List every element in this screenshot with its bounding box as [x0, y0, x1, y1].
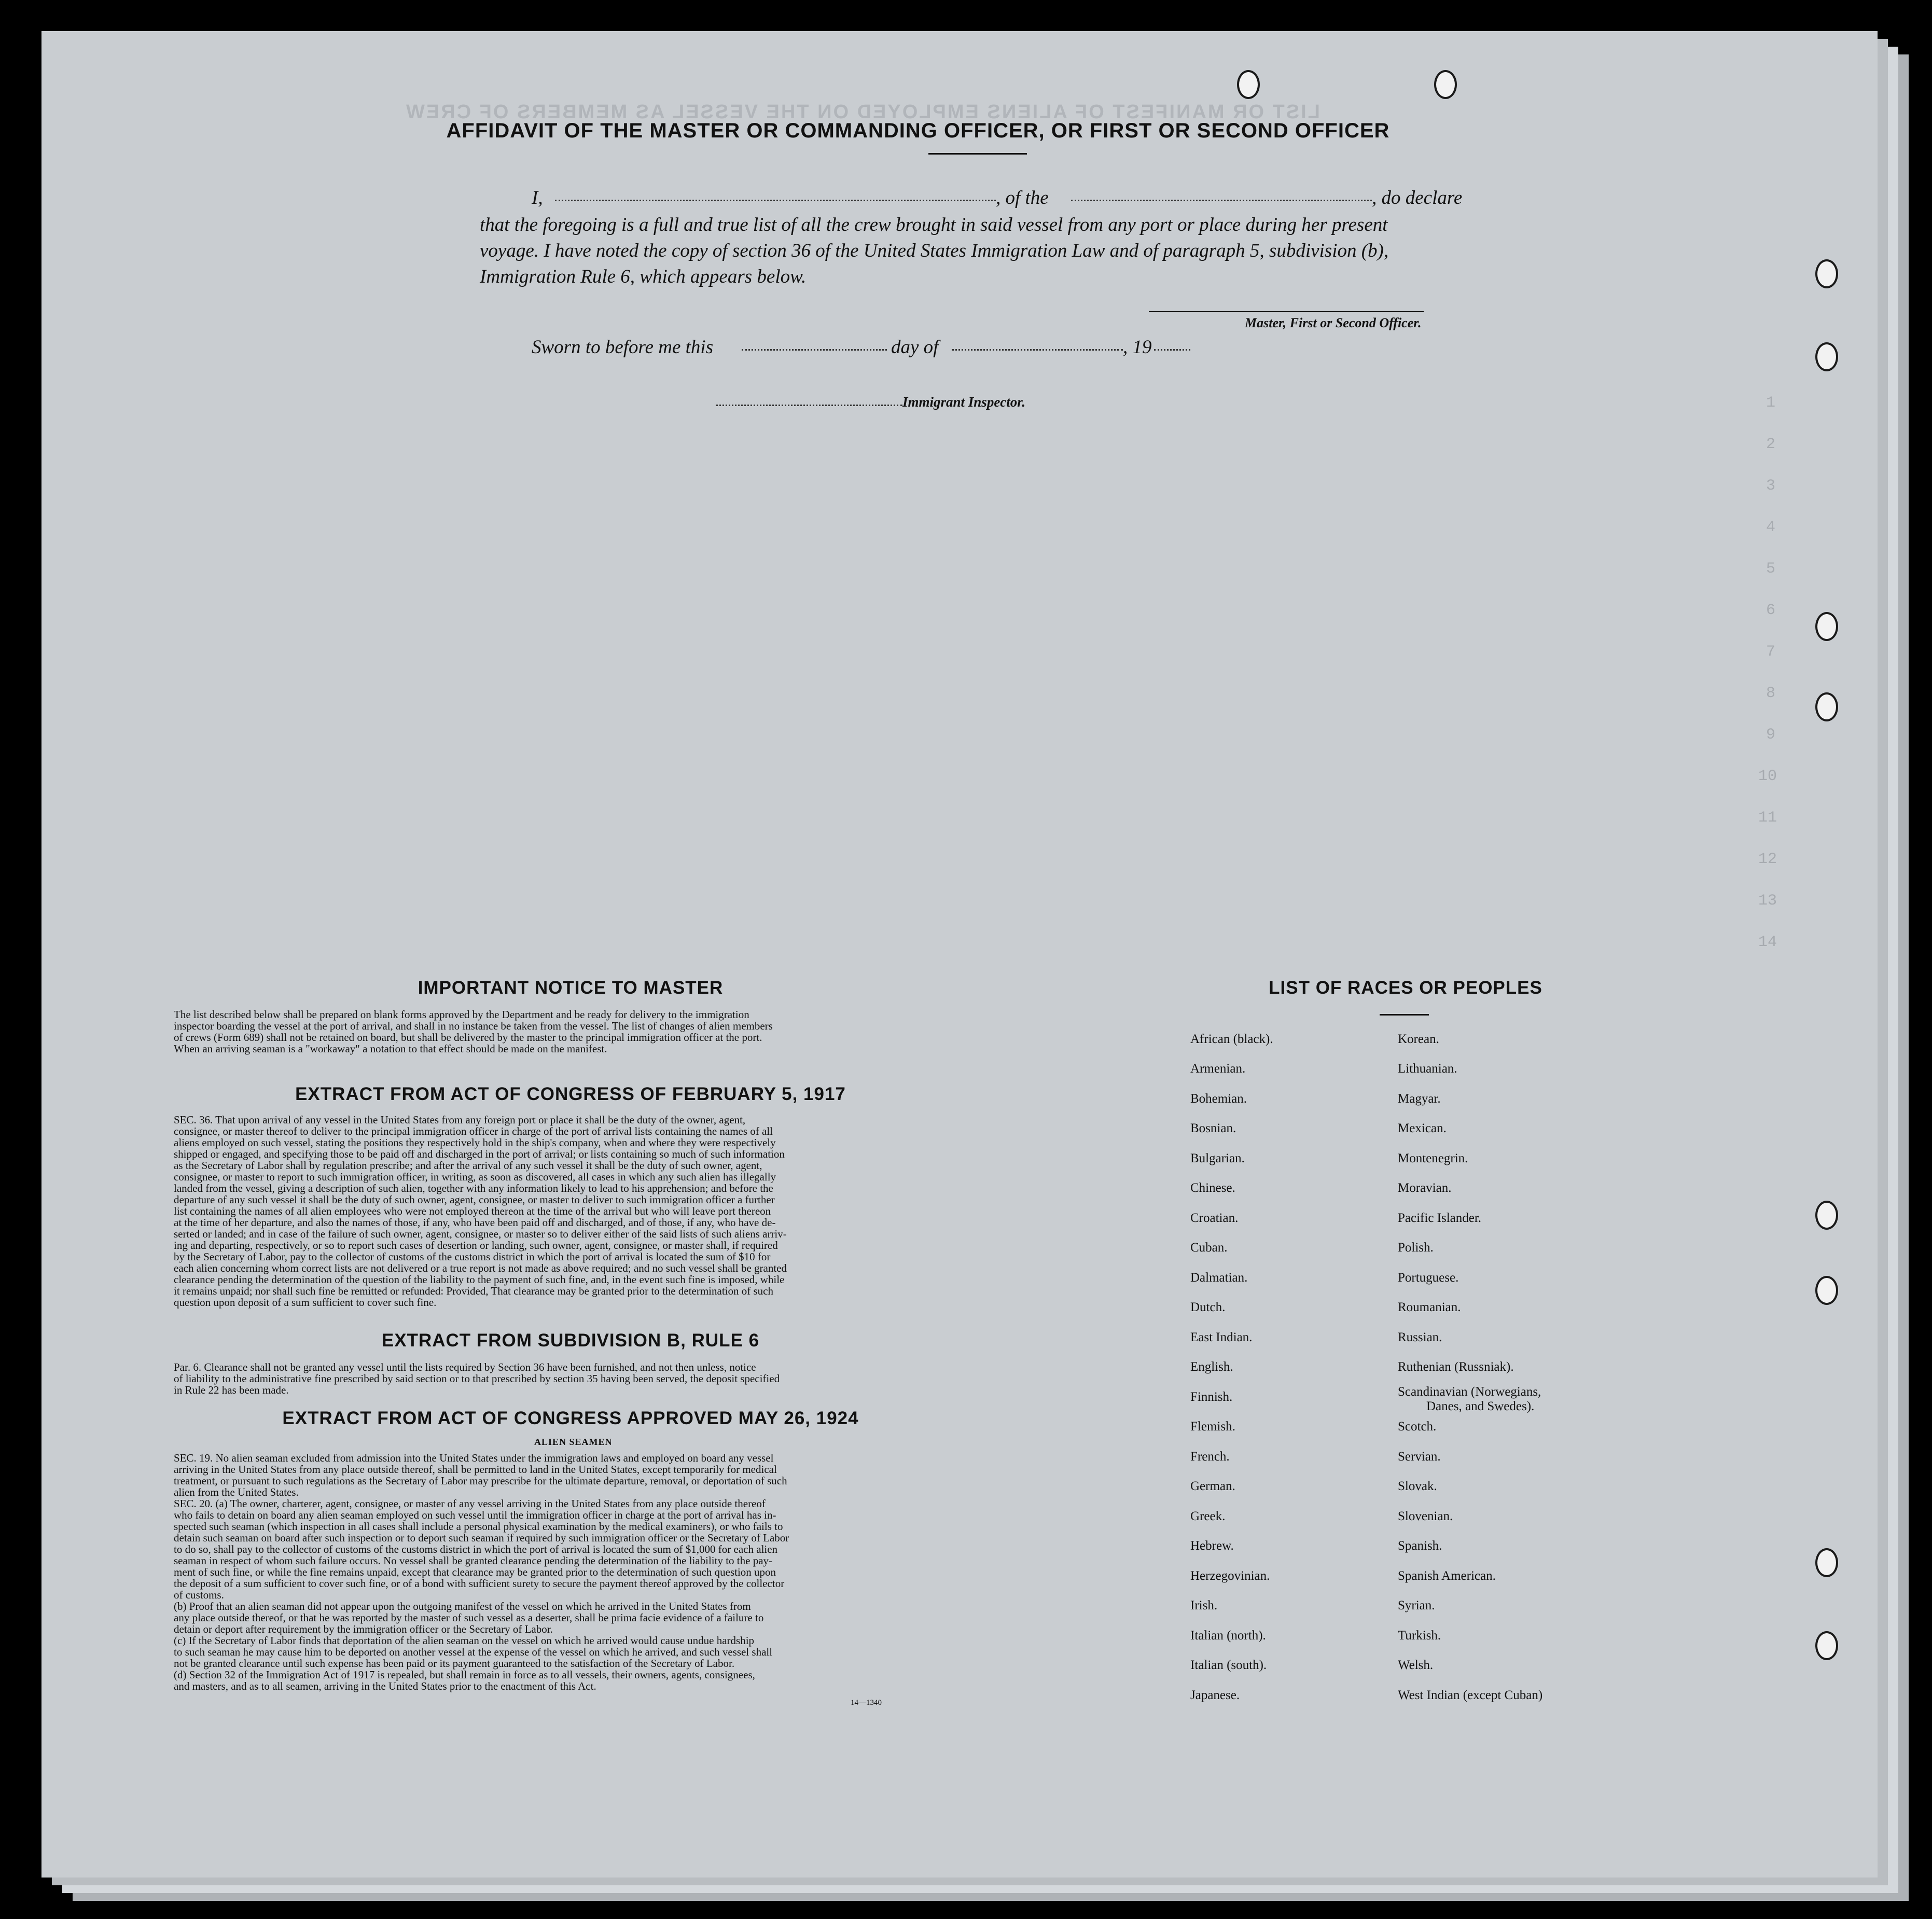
race-item: Italian (south). [1190, 1658, 1267, 1672]
binding-hole [1815, 1276, 1838, 1305]
extract-line: at the time of her departure, and also the names of those, if any, who have been paid off and discharged, and of those, if any, who have de- [174, 1216, 776, 1229]
affidavit-declare: , do declare [1372, 187, 1463, 208]
extract-line: spected such seaman (which inspection in all cases shall include a personal physical examination by the medical examiners), or who fails to [174, 1520, 783, 1533]
race-item: Lithuanian. [1398, 1062, 1457, 1076]
race-item: Slovak. [1398, 1479, 1437, 1493]
extract-line: by the Secretary of Labor, pay to the collector of customs of the customs district in which the port of arrival is located the sum of $10 for [174, 1250, 771, 1263]
affidavit-of-the: , of the [996, 187, 1049, 208]
extract-line: SEC. 19. No alien seaman excluded from admission into the United States under the immigration laws and employed on board any vessel [174, 1452, 774, 1464]
extract-line: not be granted clearance until such expense has been paid or its payment guaranteed to the satisfaction of the Secretary of Labor. [174, 1657, 735, 1670]
form-number: 14—1340 [851, 1699, 882, 1707]
race-item: Polish. [1398, 1241, 1434, 1255]
race-item: Flemish. [1190, 1420, 1235, 1434]
extract-line: as the Secretary of Labor shall by regulation prescribe; and after the arrival of any such vessel it shall be the duty of such owner, agent, [174, 1159, 762, 1172]
extract-line: consignee, or master to report to such immigration officer, in writing, as soon as discovered, all cases in which any such alien has illegally [174, 1171, 776, 1183]
alien-seamen-subtitle: ALIEN SEAMEN [534, 1437, 613, 1447]
race-item: Magyar. [1398, 1092, 1441, 1106]
race-item: Chinese. [1190, 1181, 1235, 1195]
extract-line: of customs. [174, 1589, 224, 1601]
extract-line: in Rule 22 has been made. [174, 1384, 289, 1396]
day-of-label: day of [891, 337, 939, 358]
race-item: Spanish American. [1398, 1569, 1496, 1583]
extract-rule6-body [174, 1361, 967, 1396]
master-signature-line [1149, 311, 1424, 312]
extract-line: treatment, or pursuant to such regulations as the Secretary of Labor may prescribe for the ultimate departure, removal, or deportation of such [174, 1475, 787, 1487]
inspector-label: Immigrant Inspector. [902, 394, 1026, 410]
race-item: Croatian. [1190, 1211, 1239, 1225]
manifest-sheet: LIST OR MANIFEST OF ALIENS EMPLOYED ON THE VESSEL AS MEMBERS OF CREW 1 2 3 4 5 6 7 8 9 10 11 12 13 14 AFFIDAVIT OF THE MASTER OR COMMANDING OFFICER, OR FIRST OR SECOND OFFICER I, , of the , do declare that the foregoing is a full and true list of all the crew brought in said vessel from any port or place during her present voyage. I have noted the copy of section 36 of the United States Immigration Law and of paragraph 5, subdivision (b), Immigration Rule 6, which appears below. Master, First or Second Officer. Sworn to before me this day of , 19 Immigrant Inspector. IMPORTANT NOTICE TO MASTER The list described below shall be prepared on blank forms approved by the Department and be ready for delivery to the immigration inspector boarding the vessel at the port of arrival, and shall in no instance be taken from the vessel. The list of changes of alien members of crews (Form 689) shall not be retained on board, but shall be delivered by the master to the principal immigration officer at the port. When an arriving seaman is a "workaway" a notation to that effect should be made on the manifest. EXTRACT FROM ACT OF CONGRESS OF FEBRUARY 5, 1917 SEC. 36. That upon arrival of any vessel in the United States from any foreign port or place it shall be the duty of the owner, agent, consignee, or master thereof to deliver to the principal immigration officer in charge of the port of arrival lists containing the names of all aliens employed on such vessel, stating the positions they respectively hold in the ship's company, when and where they were respectively shipped or engaged, and specifying those to be paid off and discharged in the port of arrival; or lists containing so much of such information as the Secretary of Labor shall by regulation prescribe; and after the arrival of any such vessel it shall be the duty of such owner, agent, consignee, or master to report to such immigration officer, in writing, as soon as discovered, all cases in which any such alien has illegally landed from the vessel, giving a description of such alien, together with any information likely to lead to his apprehension; and before the departure of any such vessel it shall be the duty of such owner, agent, consignee, or master to deliver to such immigration officer a further list containing the names of all alien employees who were not employed thereon at the time of the arrival but who will leave port thereon at the time of her departure, and also the names of those, if any, who have been paid off and discharged, and of those, if any, who have de- serted or landed; and in case of the failure of such owner, agent, consignee, or master so to deliver either of the said lists of such aliens arriv- ing and departing, respectively, or so to report such cases of desertion or landing, such owner, agent, consignee, or master shall, if required by the Secretary of Labor, pay to the collector of customs of the customs district in which the port of arrival is located the sum of $10 for each alien concerning whom correct lists are not delivered or a true report is not made as above required; and no such vessel shall be granted clearance pending the determination of the question of the liability to the payment of such fine, and, in the event such fine is imposed, while it remains unpaid; nor shall such fine be remitted or refunded: Provided, That clearance may be granted prior to the determination of such question upon deposit of a sum sufficient to cover such fine. EXTRACT FROM SUBDIVISION B, RULE 6 Par. 6. Clearance shall not be granted any vessel until the lists required by Section 36 have been furnished, and not then unless, notice of liability to the administrative fine prescribed by said section or to that prescribed by section 35 having been served, the deposit specified in Rule 22 has been made. EXTRACT FROM ACT OF CONGRESS APPROVED MAY 26, 1924 ALIEN SEAMEN SEC. 19. No alien seaman excluded from admission into the United States under the immigration laws and employed on board any vessel arriving in the United States from any place outside thereof, shall be permitted to land in the United States, except temporarily for medical treatment, or pursuant to such regulations as the Secretary of Labor may prescribe for the ultimate departure, removal, or deportation of such alien from the United States. SEC. 20. (a) The owner, charterer, agent, consignee, or master of any vessel arriving in the United States from any place outside thereof who fails to detain on board any alien seaman employed on such vessel until the immigration officer in charge at the port of arrival has in- spected such seaman (which inspection in all cases shall include a personal physical examination by the medical examiners), or who fails to detain such seaman on board after such inspection or to deport such seaman if required by such immigration officer or the Secretary of Labor to do so, shall pay to the collector of customs of the customs district in which the port of arrival is located the sum of $1,000 for each alien seaman in respect of whom such failure occurs. No vessel shall be granted clearance pending the determination of the liability to the pay- ment of such fine, or while the fine remains unpaid, except that clearance may be granted prior to the determination of such question upon the deposit of a sum sufficient to cover such fine, or of a bond with sufficient surety to secure the payment thereof approved by the collector of customs. (b) Proof that an alien seaman did not appear upon the outgoing manifest of the vessel on which he arrived in the United States from any place outside thereof, or that he was reported by the master of such vessel as a deserter, shall be prima facie evidence of a failure to detain or deport after requirement by the immigration officer or the Secretary of Labor. (c) If the Secretary of Labor finds that deportation of the alien seaman on the vessel on which he arrived would cause undue hardship to such seaman he may cause him to be deported on another vessel at the expense of the vessel on which he arrived, and such vessel shall not be granted clearance until such expense has been paid or its payment guaranteed to the satisfaction of the Secretary of Labor. (d) Section 32 of the Immigration Act of 1917 is repealed, but shall remain in force as to all vessels, their owners, agents, consignees, and masters, and as to all seamen, arriving in the United States prior to the enactment of this Act. 14—1340 LIST OF RACES OR PEOPLES African (black). Armenian. Bohemian. Bosnian. Bulgarian. Chinese. Croatian. Cuban. Dalmatian. Dutch. East Indian. English. Finnish. Flemish. French. German. Greek. Hebrew. Herzegovinian. Irish. Italian (north). Italian (south). Japanese. Korean. Lithuanian. Magyar. Mexican. Montenegrin. Moravian. Pacific Islander. Polish. Portuguese. Roumanian. Russian. Ruthenian (Russniak). Scandinavian (Norwegians, Danes, and Swedes). Scotch. Servian. Slovak. Slovenian. Spanish. Spanish American. Syrian. Turkish. Welsh. West Indian (except Cuban) [41, 31, 1878, 1878]
race-item: Moravian. [1398, 1181, 1452, 1195]
extract-line: seaman in respect of whom such failure occurs. No vessel shall be granted clearance pending the determination of the liability to the pay- [174, 1554, 773, 1567]
extract-line: of liability to the administrative fine prescribed by said section or to that prescribed by section 35 having been served, the deposit specified [174, 1372, 780, 1385]
title-underline [928, 153, 1027, 155]
race-item: Dalmatian. [1190, 1271, 1248, 1285]
race-item: Slovenian. [1398, 1509, 1453, 1523]
notice-body [174, 1009, 967, 1054]
extract-line: the deposit of a sum sufficient to cover such fine, or of a bond with sufficient surety to secure the payment thereof approved by the collector [174, 1577, 785, 1590]
race-item: Finnish. [1190, 1390, 1233, 1404]
affidavit-line4: Immigration Rule 6, which appears below. [480, 266, 807, 287]
extract-line: alien from the United States. [174, 1486, 299, 1498]
extract-1924-body [174, 1452, 967, 1692]
race-item: Japanese. [1190, 1688, 1240, 1702]
race-item: Syrian. [1398, 1598, 1435, 1612]
race-item: Servian. [1398, 1450, 1441, 1464]
race-item: Korean. [1398, 1032, 1439, 1046]
extract-line: departure of any such vessel it shall be the duty of such owner, agent, consignee, or master to deliver to such immigration officer a further [174, 1193, 775, 1206]
extract-line: Par. 6. Clearance shall not be granted any vessel until the lists required by Section 36 have been furnished, and not then unless, notice [174, 1361, 756, 1373]
extract-line: SEC. 36. That upon arrival of any vessel in the United States from any foreign port or place it shall be the duty of the owner, agent, [174, 1114, 746, 1126]
race-item: Montenegrin. [1398, 1151, 1468, 1165]
binding-hole [1815, 259, 1838, 288]
notice-line: inspector boarding the vessel at the port of arrival, and shall in no instance be taken from the vessel. The list of changes of alien members [174, 1020, 773, 1032]
race-item: West Indian (except Cuban) [1398, 1688, 1543, 1702]
extract-line: landed from the vessel, giving a description of such alien, together with any information likely to lead to his apprehension; and before the [174, 1182, 773, 1194]
race-item: Pacific Islander. [1398, 1211, 1482, 1225]
binding-hole [1434, 70, 1457, 99]
affidavit-line3: voyage. I have noted the copy of section 36 of the United States Immigration Law and of paragraph 5, subdivision (b), [480, 240, 1389, 261]
race-item: English. [1190, 1360, 1233, 1374]
extract-1924-title: EXTRACT FROM ACT OF CONGRESS APPROVED MAY 26, 1924 [282, 1408, 859, 1428]
extract-rule6-title: EXTRACT FROM SUBDIVISION B, RULE 6 [381, 1330, 760, 1351]
binding-hole [1815, 1548, 1838, 1577]
extract-line: detain or deport after requirement by the immigration officer or the Secretary of Labor. [174, 1623, 553, 1635]
binding-hole [1815, 612, 1838, 641]
notice-line: When an arriving seaman is a "workaway" a notation to that effect should be made on the manifest. [174, 1042, 607, 1055]
race-item-continued: Danes, and Swedes). [1426, 1399, 1535, 1413]
extract-line: who fails to detain on board any alien seaman employed on such vessel until the immigration officer in charge at the port of arrival has in- [174, 1509, 776, 1521]
race-item: French. [1190, 1450, 1230, 1464]
race-item: Welsh. [1398, 1658, 1434, 1672]
bleed-through-header: LIST OR MANIFEST OF ALIENS EMPLOYED ON THE VESSEL AS MEMBERS OF CREW [405, 101, 1320, 123]
race-item: Bosnian. [1190, 1121, 1236, 1135]
race-item: Turkish. [1398, 1629, 1441, 1643]
race-item: Mexican. [1398, 1121, 1447, 1135]
race-item: Armenian. [1190, 1062, 1246, 1076]
race-item: Irish. [1190, 1598, 1218, 1612]
extract-line: clearance pending the determination of the question of the liability to the payment of such fine, and, in the event such fine is imposed, while [174, 1273, 785, 1286]
race-item: East Indian. [1190, 1330, 1253, 1344]
extract-line: SEC. 20. (a) The owner, charterer, agent, consignee, or master of any vessel arriving in the United States from any place outside thereof [174, 1497, 766, 1510]
race-item: Spanish. [1398, 1539, 1442, 1553]
race-item: Scotch. [1398, 1420, 1437, 1434]
race-item: Hebrew. [1190, 1539, 1234, 1553]
name-field[interactable] [555, 200, 996, 201]
extract-line: detain such seaman on board after such inspection or to deport such seaman if required by such immigration officer or the Secretary of Labor [174, 1532, 789, 1544]
extract-line: (c) If the Secretary of Labor finds that deportation of the alien seaman on the vessel on which he arrived would cause undue hardship [174, 1634, 755, 1647]
race-item: Portuguese. [1398, 1271, 1459, 1285]
binding-hole [1237, 70, 1260, 99]
race-item: Bohemian. [1190, 1092, 1247, 1106]
master-label: Master, First or Second Officer. [1245, 315, 1422, 330]
affidavit-i: I, [532, 187, 543, 208]
extract-line: it remains unpaid; nor shall such fine be remitted or refunded: Provided, That clearance may be granted prior to the determination of such [174, 1285, 773, 1297]
binding-hole [1815, 692, 1838, 721]
extract-line: and masters, and as to all seamen, arriving in the United States prior to the enactment of this Act. [174, 1680, 596, 1692]
race-item: Italian (north). [1190, 1629, 1266, 1643]
sworn-label: Sworn to before me this [532, 337, 714, 358]
extract-line: each alien concerning whom correct lists are not delivered or a true report is not made as above required; and no such vessel shall be granted [174, 1262, 787, 1274]
sworn-month-field[interactable] [952, 349, 1123, 351]
vessel-field[interactable] [1071, 200, 1372, 201]
binding-hole [1815, 342, 1838, 371]
race-item: Bulgarian. [1190, 1151, 1245, 1165]
extract-line: any place outside thereof, or that he was reported by the master of such vessel as a deserter, shall be prima facie evidence of a failure to [174, 1611, 764, 1624]
extract-line: shipped or engaged, and specifying those to be paid off and discharged in the port of arrival; or lists containing so much of such information [174, 1148, 785, 1160]
extract-line: consignee, or master thereof to deliver to the principal immigration officer in charge of the port of arrival lists containing the names of all [174, 1125, 773, 1137]
race-item: Russian. [1398, 1330, 1442, 1344]
notice-line: The list described below shall be prepared on blank forms approved by the Department and be ready for delivery to the immigration [174, 1008, 749, 1021]
extract-1917-title: EXTRACT FROM ACT OF CONGRESS OF FEBRUARY 5, 1917 [295, 1084, 846, 1104]
race-item: German. [1190, 1479, 1235, 1493]
notice-title: IMPORTANT NOTICE TO MASTER [418, 978, 724, 998]
affidavit-line2: that the foregoing is a full and true list of all the crew brought in said vessel from any port or place during her present [480, 214, 1388, 235]
extract-line: (b) Proof that an alien seaman did not appear upon the outgoing manifest of the vessel on which he arrived in the United States from [174, 1600, 751, 1612]
year-label: , 19 [1123, 337, 1152, 358]
extract-line: question upon deposit of a sum sufficient to cover such fine. [174, 1296, 437, 1309]
sworn-day-field[interactable] [742, 349, 887, 351]
extract-line: to such seaman he may cause him to be deported on another vessel at the expense of the vessel on which he arrived, and such vessel shall [174, 1646, 773, 1658]
race-item: Cuban. [1190, 1241, 1228, 1255]
race-item: Roumanian. [1398, 1300, 1461, 1314]
affidavit-title: AFFIDAVIT OF THE MASTER OR COMMANDING OFFICER, OR FIRST OR SECOND OFFICER [446, 119, 1390, 142]
sworn-year-field[interactable] [1154, 349, 1190, 351]
binding-hole [1815, 1631, 1838, 1660]
races-underline [1380, 1014, 1429, 1016]
extract-line: to do so, shall pay to the collector of customs of the customs district in which the port of arrival is located the sum of $1,000 for each alien [174, 1543, 778, 1555]
extract-1917-body [174, 1114, 967, 1308]
extract-line: aliens employed on such vessel, stating the positions they respectively hold in the ship's company, when and where they were respectively [174, 1136, 776, 1149]
race-item: African (black). [1190, 1032, 1273, 1046]
notice-line: of crews (Form 689) shall not be retained on board, but shall be delivered by the master to the principal immigration officer at the port. [174, 1031, 762, 1044]
race-item: Herzegovinian. [1190, 1569, 1270, 1583]
extract-line: list containing the names of all alien employees who were not employed thereon at the time of the arrival but who will leave port thereon [174, 1205, 771, 1217]
race-item: Scandinavian (Norwegians, [1398, 1385, 1541, 1399]
race-item: Dutch. [1190, 1300, 1226, 1314]
extract-line: arriving in the United States from any place outside thereof, shall be permitted to land in the United States, except temporarily for medical [174, 1463, 777, 1476]
binding-hole [1815, 1201, 1838, 1230]
races-title: LIST OF RACES OR PEOPLES [1269, 978, 1542, 998]
race-item: Ruthenian (Russniak). [1398, 1360, 1514, 1374]
inspector-signature-line[interactable] [716, 405, 902, 406]
extract-line: serted or landed; and in case of the failure of such owner, agent, consignee, or master so to deliver either of the said lists of such aliens arriv- [174, 1228, 787, 1240]
extract-line: (d) Section 32 of the Immigration Act of 1917 is repealed, but shall remain in force as to all vessels, their owners, agents, consignees, [174, 1668, 755, 1681]
race-item: Greek. [1190, 1509, 1226, 1523]
extract-line: ment of such fine, or while the fine remains unpaid, except that clearance may be granted prior to the determination of such question upon [174, 1566, 776, 1578]
extract-line: ing and departing, respectively, or so to report such cases of desertion or landing, such owner, agent, consignee, or master shall, if required [174, 1239, 778, 1251]
